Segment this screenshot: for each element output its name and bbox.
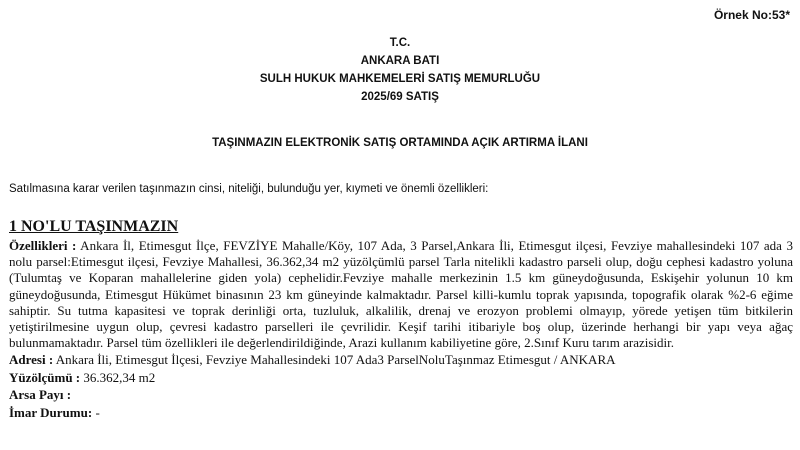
intro-text: Satılmasına karar verilen taşınmazın cinsi, niteliği, bulunduğu yer, kıymeti ve önemli özellikleri:	[9, 183, 489, 195]
property-features	[9, 238, 793, 351]
land-share-label: Arsa Payı :	[9, 387, 72, 403]
property-section	[9, 216, 793, 421]
header-tc: T.C.	[389, 37, 411, 49]
document-header	[0, 34, 800, 106]
header-office-name: SULH HUKUK MAHKEMELERİ SATIŞ MEMURLUĞU	[259, 73, 541, 85]
sample-number: Örnek No:53*	[713, 8, 790, 22]
announcement-title: TAŞINMAZIN ELEKTRONİK SATIŞ ORTAMINDA AÇIK ARTIRMA İLANI	[212, 137, 588, 149]
property-land-share	[9, 386, 793, 404]
address-text: Ankara İli, Etimesgut İlçesi, Fevziye Mahallesindeki 107 Ada3 ParselNoluTaşınmaz Etimesgut / ANKARA	[53, 352, 616, 368]
features-label: Özellikleri :	[9, 238, 77, 253]
header-case-number: 2025/69 SATIŞ	[361, 91, 439, 103]
area-label: Yüzölçümü :	[9, 369, 81, 385]
address-label: Adresi :	[9, 352, 54, 368]
features-text: Ankara İl, Etimesgut İlçe, FEVZİYE Mahalle/Köy, 107 Ada, 3 Parsel,Ankara İli, Etimesgut ilçesi, Fevziye mahallesindeki 107 ada 3 nolu parsel:Etimesgut ilçesi, Fevziye Mahallesi, 36.362,34 m2 yüzölçümlü parsel Tarla nitelikli kadastro parseli olup, doğu cephesi kadastro yoluna (Tulumtaş ve Koparan mahallelerine giden yola) cephelidir.Fevziye mahalle merkezinin 1.5 km güneydoğusunda, Eskişehir yolunun 10 km güneydoğusunda, Etimesgut Hükümet binasının 23 km güneyinde kalmaktadır. Parsel killi-kumlu toprak yapısında, topografik olarak %2-6 eğime sahiptir. Su tutma kapasitesi ve toprak derinliği orta, tuzluluk, alkalilik, drenaj ve erozyon problemi olmayıp, yörede yetişen tüm bitkilerin yetiştirilmesine uygun olup, çevresi kadastro parselleri ile çevrilidir. Keşif tarihi itibariyle boş olup, üzerinde herhangi bir yapı veya ağaç bulunmamaktadır. Parsel tüm özellikleri ile değerlendirildiğinde, Arazi kullanım kabiliyetine göre, 2.Sınıf Kuru tarım arazisidir.	[9, 238, 793, 351]
header-court-location: ANKARA BATI	[360, 55, 440, 67]
zoning-label: İmar Durumu:	[9, 404, 93, 420]
zoning-text: -	[92, 404, 100, 420]
area-text: 36.362,34 m2	[80, 369, 156, 385]
property-address	[9, 351, 793, 369]
property-title: 1 NO'LU TAŞINMAZIN	[9, 218, 179, 235]
property-area	[9, 369, 793, 387]
property-zoning	[9, 404, 793, 422]
